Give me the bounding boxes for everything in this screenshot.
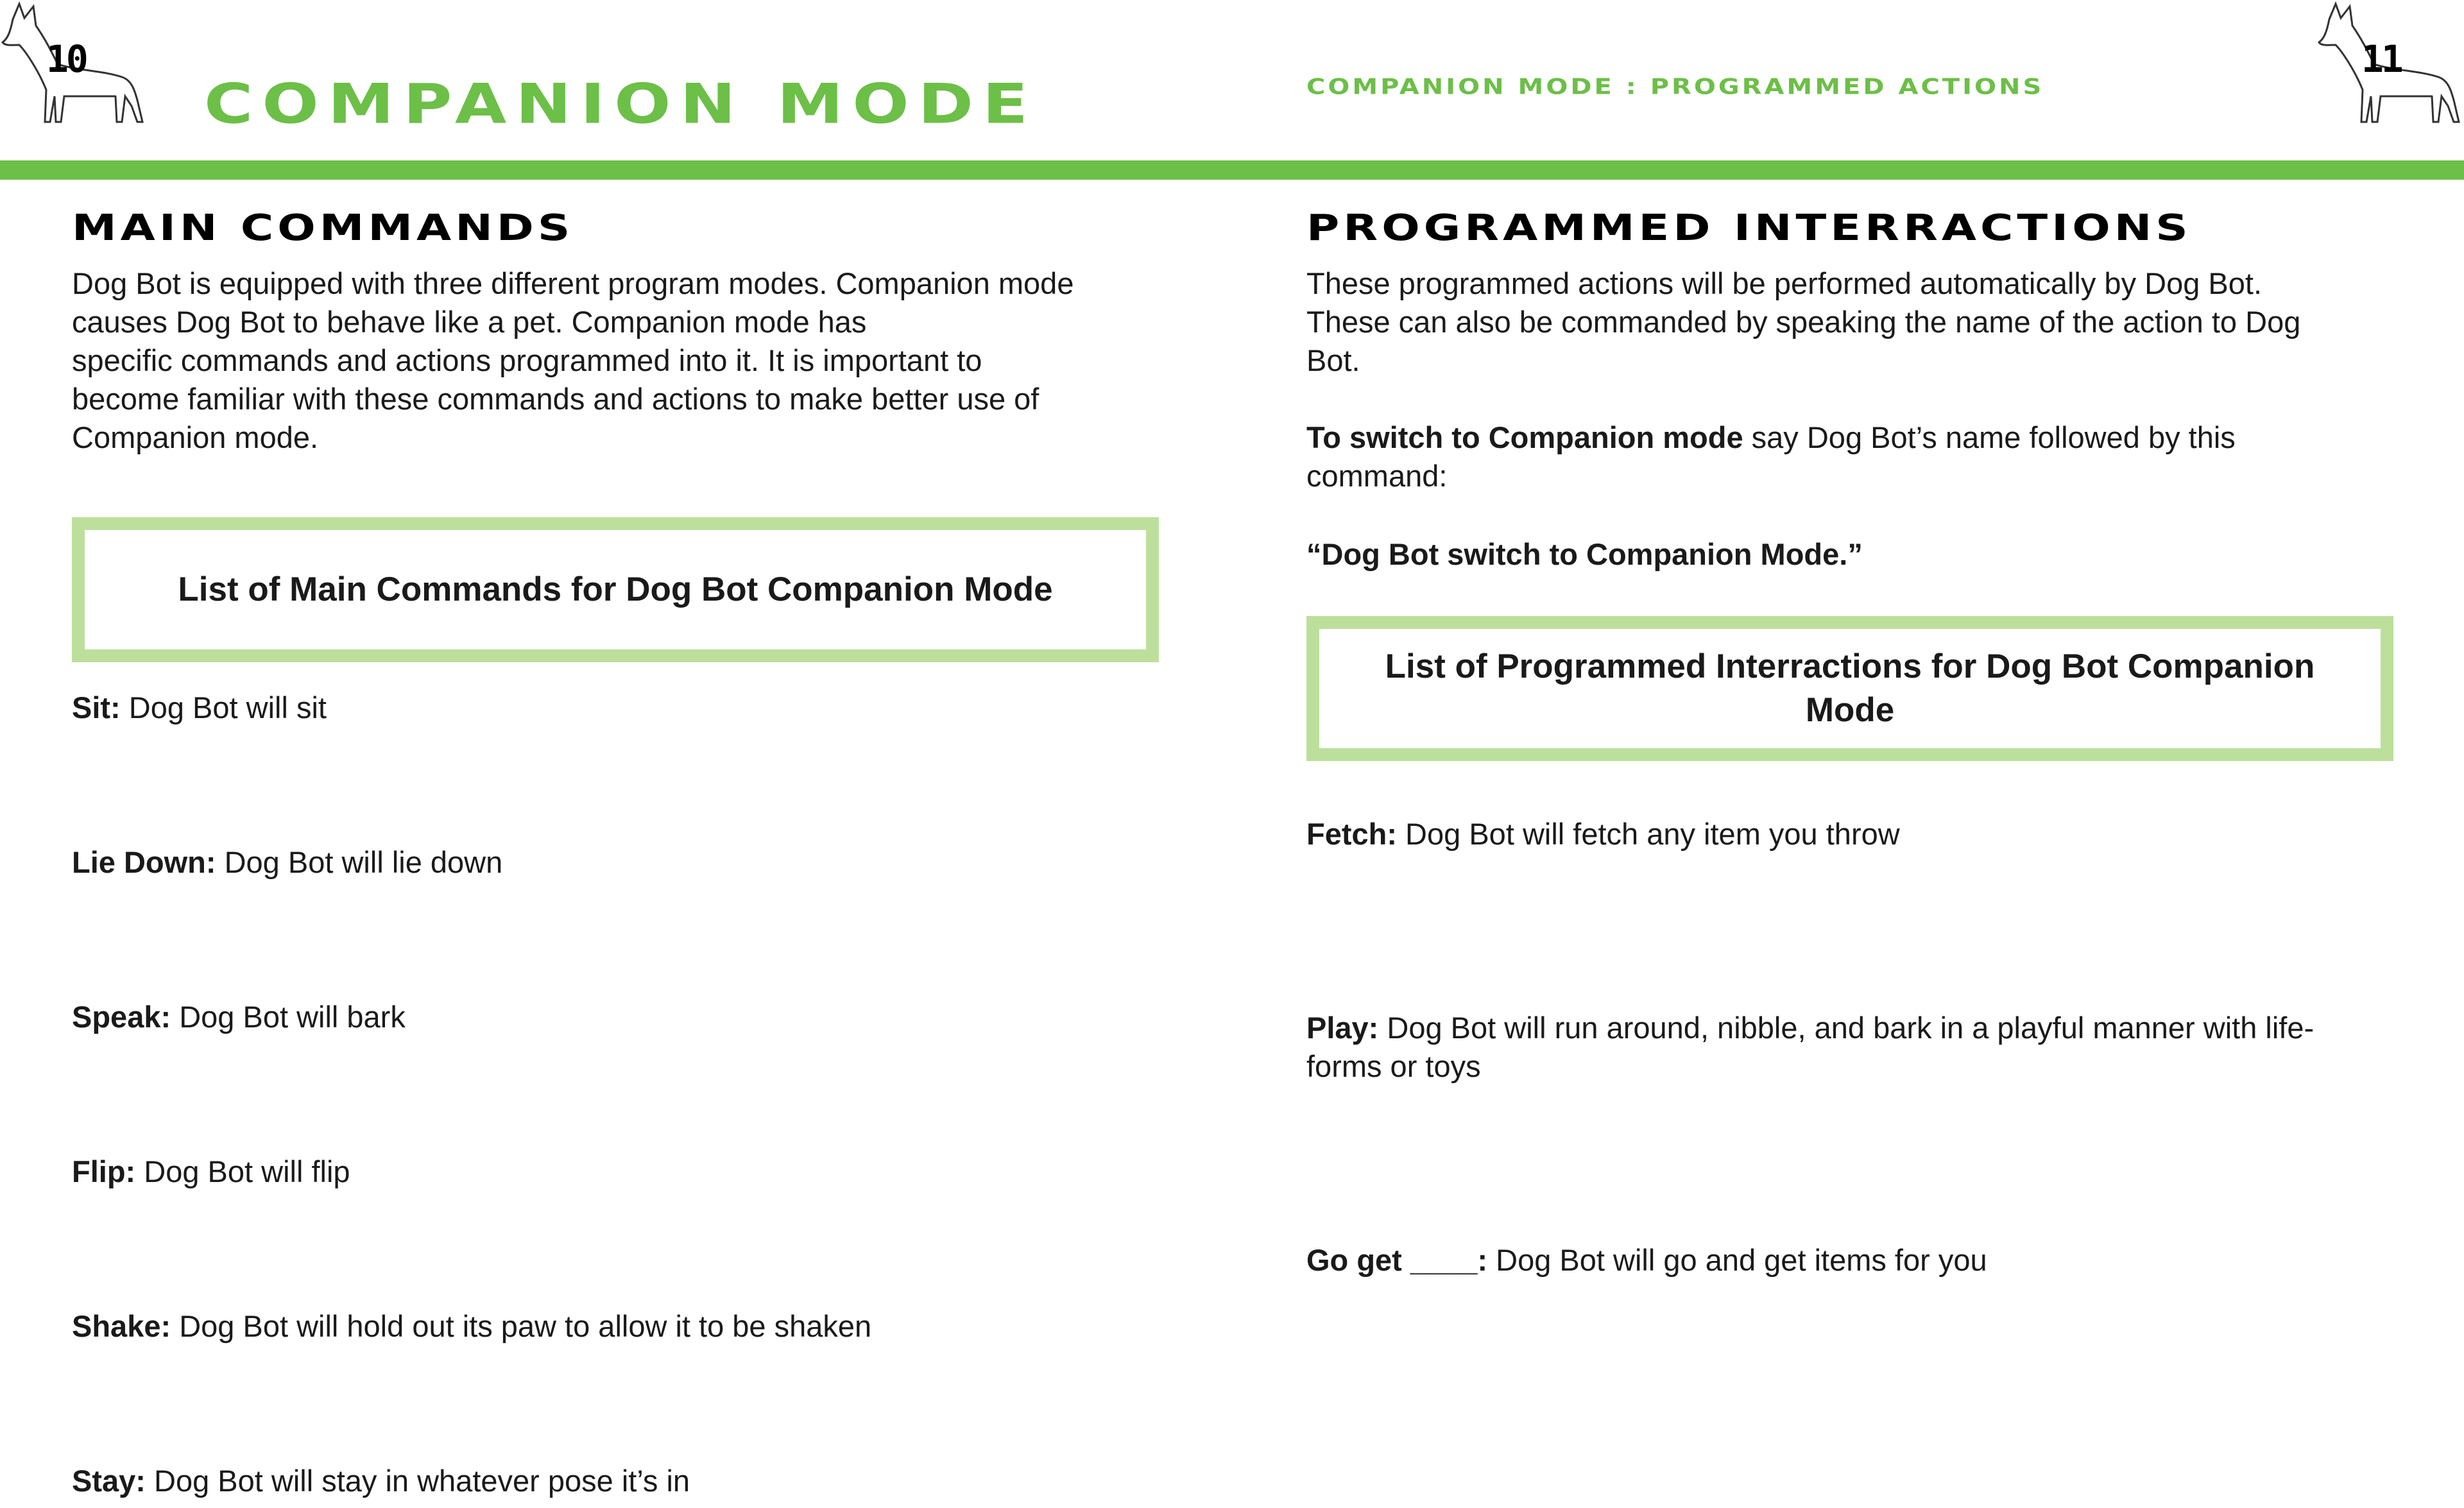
right-page	[1232, 0, 2464, 1508]
interaction-term: Go get ____:	[1306, 1243, 1488, 1277]
intro-line: Dog Bot is equipped with three different program modes. Companion mode	[72, 266, 1074, 300]
command-desc: Dog Bot will sit	[120, 690, 327, 724]
command-term: Sit:	[72, 690, 121, 724]
interaction-term: Play:	[1306, 1011, 1379, 1045]
interactions-list-box	[1306, 616, 2393, 761]
command-term: Shake:	[72, 1309, 171, 1343]
interaction-desc: Dog Bot will go and get items for you	[1487, 1243, 1987, 1277]
section-heading: MAIN COMMANDS	[72, 207, 574, 249]
commands-list-box	[72, 517, 1159, 662]
command-item	[72, 843, 1176, 882]
interaction-desc-cont: forms or toys	[1306, 1049, 1481, 1083]
switch-bold: To switch to Companion mode	[1306, 420, 1743, 454]
command-desc: Dog Bot will lie down	[216, 845, 503, 879]
command-desc: Dog Bot will flip	[135, 1154, 350, 1188]
command-item	[72, 1307, 1176, 1346]
interaction-item	[1306, 1241, 2410, 1280]
intro-line: Bot.	[1306, 343, 1360, 377]
intro-line: These can also be commanded by speaking the name of the action to Dog	[1306, 305, 2301, 339]
command-item	[72, 998, 1176, 1036]
switch-instruction	[1306, 418, 2410, 495]
page-number: 10	[46, 37, 86, 81]
command-term: Stay:	[72, 1464, 146, 1498]
section-heading: PROGRAMMED INTERRACTIONS	[1306, 207, 2192, 249]
intro-paragraph	[1306, 264, 2410, 380]
command-desc: Dog Bot will bark	[171, 1000, 406, 1034]
intro-line: These programmed actions will be performed automatically by Dog Bot.	[1306, 266, 2263, 300]
mode-title: COMPANION MODE	[204, 72, 1038, 137]
command-term: Flip:	[72, 1154, 136, 1188]
switch-quote: “Dog Bot switch to Companion Mode.”	[1306, 537, 1863, 571]
intro-line: causes Dog Bot to behave like a pet. Companion mode has	[72, 305, 867, 339]
command-item	[72, 689, 1176, 727]
page-number: 11	[2361, 37, 2401, 81]
command-item	[72, 1462, 1176, 1500]
list-box-title: List of Main Commands for Dog Bot Companion Mode	[178, 570, 1053, 608]
command-item	[72, 1152, 1176, 1191]
interaction-term: Fetch:	[1306, 817, 1397, 851]
switch-rest: say Dog Bot’s name followed by this	[1743, 420, 2236, 454]
command-desc: Dog Bot will hold out its paw to allow it to be shaken	[171, 1309, 872, 1343]
command-desc: Dog Bot will stay in whatever pose it’s in	[145, 1464, 690, 1498]
command-term: Lie Down:	[72, 845, 216, 879]
command-term: Speak:	[72, 1000, 171, 1034]
list-box-title: List of Programmed Interractions for Dog Bot Companion Mode	[1385, 647, 2315, 729]
interaction-item	[1306, 815, 2410, 853]
intro-paragraph	[72, 264, 1163, 457]
interaction-item	[1306, 1009, 2410, 1086]
switch-line2: command:	[1306, 459, 1448, 493]
interaction-desc: Dog Bot will fetch any item you throw	[1397, 817, 1900, 851]
running-head: COMPANION MODE : PROGRAMMED ACTIONS	[1306, 74, 2044, 100]
intro-line: specific commands and actions programmed into it. It is important to	[72, 343, 982, 377]
interaction-desc: Dog Bot will run around, nibble, and bark in a playful manner with life-	[1378, 1011, 2314, 1045]
intro-line: become familiar with these commands and actions to make better use of	[72, 382, 1040, 416]
intro-line: Companion mode.	[72, 420, 319, 454]
